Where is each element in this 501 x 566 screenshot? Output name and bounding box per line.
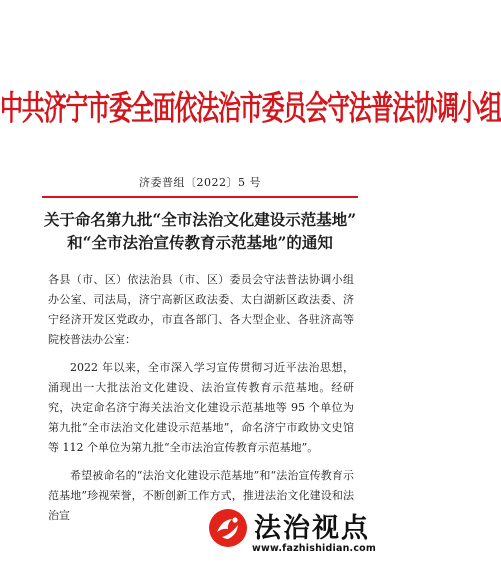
watermark-name: 法治视点 xyxy=(254,513,370,544)
body-paragraph-1: 2022 年以来，全市深入学习宣传贯彻习近平法治思想，涌现出一大批法治文化建设、法治宣传教育示范基地。经研究，决定命名济宁海关法治文化建设示范基地等 95 个单位为第九批“全市法治文化建设示范基地”，命名济宁市政协文史馆等 112 个单位为第九批“全市法治宣传教育示范基地”。 xyxy=(48,361,354,454)
red-divider-line xyxy=(42,196,358,198)
title-line-1: 关于命名第九批“全市法治文化建设示范基地” xyxy=(43,210,357,229)
watermark xyxy=(208,506,392,562)
issuing-org-header: 中共济宁市委全面依法治市委员会守法普法协调小组 xyxy=(0,89,501,129)
body-paragraph-2: 希望被命名的“法治文化建设示范基地”和“法治宣传教育示范基地”珍视荣誉，不断创新工作方式，推进法治文化建设和法治宣 xyxy=(48,469,354,522)
document-number: 济委普组〔2022〕5 号 xyxy=(139,176,261,189)
document-title xyxy=(30,208,370,254)
recipients-paragraph: 各县（市、区）依法治县（市、区）委员会守法普法协调小组办公室、司法局，济宁高新区政法委、太白湖新区政法委、济宁经济开发区党政办，市直各部门、各大型企业、各驻济高等院校普法办公室： xyxy=(48,273,354,346)
title-line-2: 和“全市法治宣传教育示范基地”的通知 xyxy=(67,233,333,252)
watermark-url: www.fazhishidian.com xyxy=(252,543,376,554)
document-body xyxy=(48,270,354,526)
fazhishidian-logo-icon xyxy=(208,508,248,548)
